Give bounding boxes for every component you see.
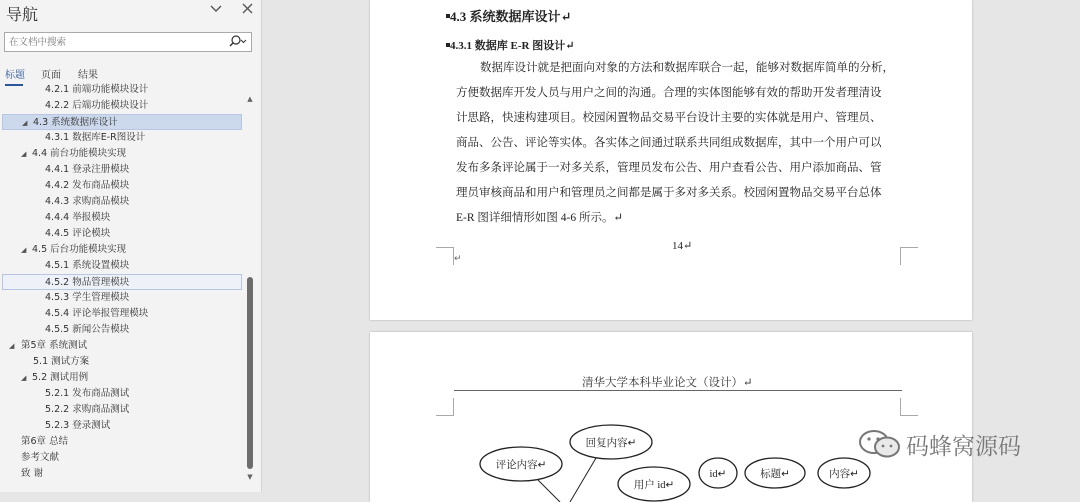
tree-item[interactable]: [2, 386, 242, 402]
body-paragraph: [456, 56, 916, 231]
tree-item-label: 4.5.4 评论举报管理模块: [45, 308, 149, 319]
er-attribute-label: 内容↵: [829, 469, 859, 480]
tree-item-label: 4.4.5 评论模块: [45, 228, 111, 239]
heading-4: 4.3.1 数据库 E-R 图设计↵: [450, 40, 575, 52]
scroll-down-icon[interactable]: ▼: [247, 473, 253, 481]
paragraph-line: 计思路，快速构建项目。校园闲置物品交易平台设计主要的实体就是用户、管理员、: [456, 112, 882, 124]
tree-item-label: 4.5.2 物品管理模块: [45, 277, 130, 288]
nav-scrollbar[interactable]: [244, 92, 256, 484]
tree-item-label: 4.4.2 发布商品模块: [45, 180, 130, 191]
tree-item[interactable]: [2, 258, 242, 274]
tree-item[interactable]: [2, 338, 242, 354]
paragraph-line: 商品、公告、评论等实体。各实体之间通过联系共同组成数据库，其中一个用户可以: [456, 137, 882, 149]
navigation-pane: [0, 0, 262, 492]
tree-item[interactable]: [2, 210, 242, 226]
tree-item[interactable]: [2, 450, 242, 466]
tab-results[interactable]: 结果: [78, 70, 98, 81]
tree-item-label: 4.4.1 登录注册模块: [45, 164, 130, 175]
tree-item-label: 参考文献: [21, 452, 60, 463]
page-header: 清华大学本科毕业论文（设计）↵: [582, 377, 753, 389]
tree-item-label: 5.2.2 求购商品测试: [45, 404, 130, 415]
tree-item[interactable]: [2, 402, 242, 418]
paragraph-mark: ↵: [454, 254, 462, 264]
tree-item-label: 4.5.3 学生管理模块: [45, 292, 130, 303]
paragraph-line: 数据库设计就是把面向对象的方法和数据库联合一起，能够对数据库简单的分析，: [480, 62, 894, 74]
tree-item[interactable]: [2, 178, 242, 194]
tree-item-hovered[interactable]: [2, 274, 242, 290]
tree-item[interactable]: [2, 322, 242, 338]
tab-pages[interactable]: 页面: [41, 70, 61, 81]
tree-item-label: 5.2 测试用例: [32, 372, 89, 383]
tree-item[interactable]: [2, 226, 242, 242]
er-attribute-label: id↵: [709, 469, 727, 480]
search-icon[interactable]: [229, 34, 247, 50]
collapse-caret-icon[interactable]: ◢: [21, 246, 27, 254]
tree-item-label: 4.5.5 新闻公告模块: [45, 324, 130, 335]
collapse-caret-icon[interactable]: ◢: [22, 119, 28, 127]
chevron-down-icon[interactable]: [210, 3, 222, 18]
page-number: 14↵: [672, 240, 693, 252]
search-input[interactable]: [9, 35, 225, 49]
er-connector: [538, 480, 560, 502]
crop-mark: [436, 247, 454, 265]
er-connector: [570, 458, 596, 502]
tree-item[interactable]: [2, 194, 242, 210]
er-attribute-label: 回复内容↵: [585, 438, 637, 449]
heading-3: 4.3 系统数据库设计↵: [450, 9, 572, 24]
wechat-icon: [858, 429, 902, 459]
paragraph-line: 发布多条评论属于一对多关系，管理员发布公告、用户查看公告、用户添加商品、管: [456, 162, 882, 174]
tree-item-label: 4.2.1 前端功能模块设计: [45, 84, 149, 95]
tree-item-label: 5.1 测试方案: [33, 356, 90, 367]
watermark-text: 码蜂窝源码: [906, 434, 1021, 460]
paragraph-line: 理员审核商品和用户和管理员之间都是属于多对多关系。校园闲置物品交易平台总体: [456, 187, 882, 199]
tree-item[interactable]: [2, 370, 242, 386]
tree-item[interactable]: [2, 162, 242, 178]
tree-item[interactable]: [2, 354, 242, 370]
document-page[interactable]: [370, 0, 972, 320]
scroll-thumb[interactable]: [247, 277, 253, 469]
paragraph-line: E-R 图详细情形如图 4-6 所示。↵: [456, 212, 624, 224]
collapse-caret-icon[interactable]: ◢: [9, 342, 15, 350]
watermark: [858, 428, 1048, 458]
er-attribute-label: 用户 id↵: [633, 480, 675, 491]
er-attribute-label: 评论内容↵: [495, 460, 547, 471]
tree-item[interactable]: [2, 290, 242, 306]
document-page[interactable]: [370, 332, 972, 502]
paragraph-line: 方便数据库开发人员与用户之间的沟通。合理的实体图能够有效的帮助开发者理清设: [456, 87, 882, 99]
tree-item[interactable]: [2, 146, 242, 162]
tree-item[interactable]: [2, 98, 242, 114]
tree-item-label: 致 谢: [21, 468, 44, 479]
tree-item[interactable]: [2, 242, 242, 258]
tree-item-label: 4.3.1 数据库E-R图设计: [45, 132, 146, 143]
tree-item[interactable]: [2, 130, 242, 146]
tree-item-label: 4.5.1 系统设置模块: [45, 260, 130, 271]
tree-item-label: 5.2.3 登录测试: [45, 420, 111, 431]
tree-item-label: 4.4.4 举报模块: [45, 212, 111, 223]
heading-tree: [0, 84, 244, 484]
tree-item-label: 4.2.2 后端功能模块设计: [45, 100, 149, 111]
tree-item-selected[interactable]: [2, 114, 242, 130]
tree-item[interactable]: [2, 306, 242, 322]
tree-item[interactable]: [2, 82, 242, 98]
tree-item-label: 5.2.1 发布商品测试: [45, 388, 130, 399]
search-box: [4, 32, 252, 52]
tree-item[interactable]: [2, 434, 242, 450]
document-area[interactable]: [263, 0, 1080, 492]
crop-mark: [900, 247, 918, 265]
er-diagram: [370, 332, 972, 502]
nav-title: 导航: [6, 5, 39, 24]
tree-item-label: 第5章 系统测试: [21, 340, 88, 351]
tree-item[interactable]: [2, 466, 242, 482]
tree-item-label: 4.4.3 求购商品模块: [45, 196, 130, 207]
collapse-caret-icon[interactable]: ◢: [21, 374, 27, 382]
collapse-caret-icon[interactable]: ◢: [21, 150, 27, 158]
tree-item-label: 4.5 后台功能模块实现: [32, 244, 127, 255]
tree-item-label: 4.3 系统数据库设计: [33, 117, 118, 128]
close-icon[interactable]: [242, 3, 253, 18]
scroll-up-icon[interactable]: ▲: [247, 95, 253, 103]
tree-item-label: 4.4 前台功能模块实现: [32, 148, 127, 159]
tab-headings[interactable]: 标题: [5, 70, 25, 81]
tree-item[interactable]: [2, 418, 242, 434]
tree-item-label: 第6章 总结: [21, 436, 69, 447]
er-attribute-label: 标题↵: [760, 469, 790, 480]
